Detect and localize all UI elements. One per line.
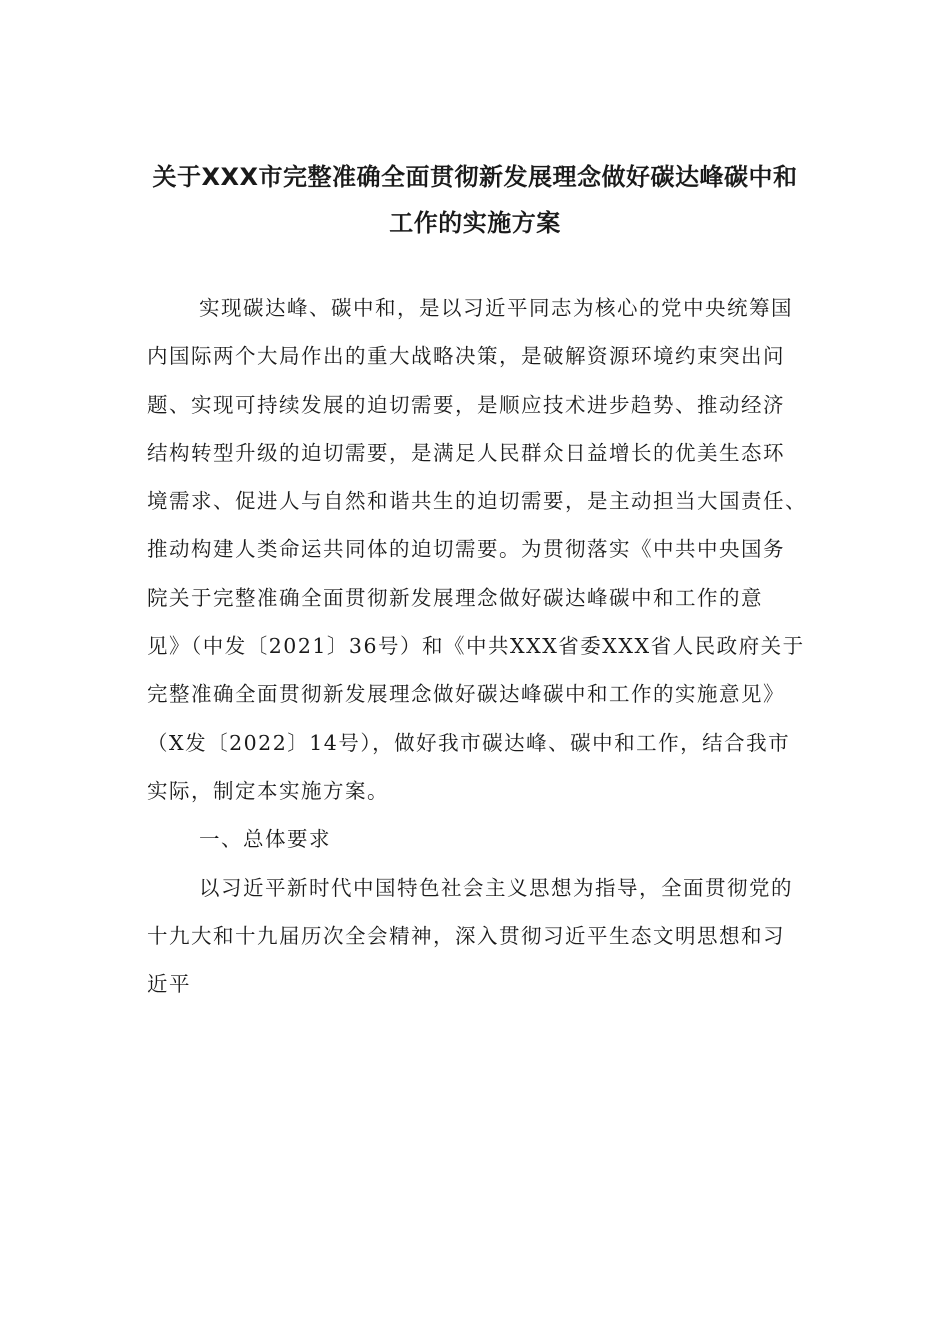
paragraph-line: 结构转型升级的迫切需要，是满足人民群众日益增长的优美生态环 [147, 440, 785, 465]
paragraph-line: 十九大和十九届历次全会精神，深入贯彻习近平生态文明思想和习 [147, 923, 785, 948]
paragraph-line: 实现碳达峰、碳中和，是以习近平同志为核心的党中央统筹国 [199, 296, 793, 320]
paragraph-line: 见》（中发〔2021〕36号）和《中共XXX省委XXX省人民政府关于 [147, 634, 805, 659]
paragraph-line: 院关于完整准确全面贯彻新发展理念做好碳达峰碳中和工作的意 [147, 585, 763, 610]
document-body [147, 284, 807, 1008]
paragraph-line: 境需求、促进人与自然和谐共生的迫切需要，是主动担当大国责任、 [147, 489, 807, 514]
paragraph-line: 完整准确全面贯彻新发展理念做好碳达峰碳中和工作的实施意见》 [147, 682, 785, 707]
title-line: 工作的实施方案 [389, 209, 561, 237]
paragraph-line: 题、实现可持续发展的迫切需要，是顺应技术进步趋势、推动经济 [147, 392, 785, 417]
paragraph-line: 推动构建人类命运共同体的迫切需要。为贯彻落实《中共中央国务 [147, 537, 785, 562]
paragraph-line: 近平 [147, 972, 191, 997]
paragraph-line: 实际，制定本实施方案。 [147, 778, 389, 803]
paragraph-line: 以习近平新时代中国特色社会主义思想为指导，全面贯彻党的 [199, 875, 793, 900]
title-line: 关于XXX市完整准确全面贯彻新发展理念做好碳达峰碳中和 [152, 163, 798, 191]
section-heading: 一、总体要求 [199, 827, 331, 852]
paragraph-line: （X发〔2022〕14号），做好我市碳达峰、碳中和工作，结合我市 [147, 730, 791, 755]
document-title [130, 154, 820, 246]
paragraph-line: 内国际两个大局作出的重大战略决策，是破解资源环境约束突出问 [147, 344, 785, 369]
